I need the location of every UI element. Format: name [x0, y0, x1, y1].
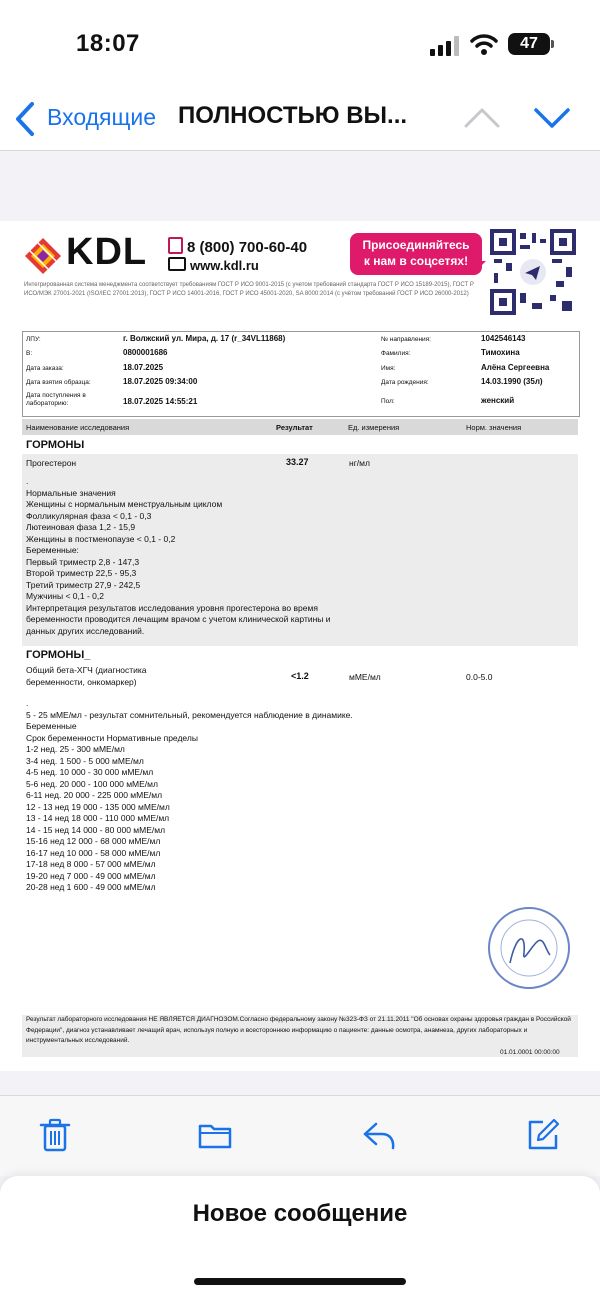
lab-date-label: Дата поступления в лабораторию:: [26, 392, 86, 407]
social-banner: [350, 233, 482, 275]
test-name-progesterone: Прогестерон: [26, 458, 77, 468]
social-banner-line2: к нам в соцсетях!: [363, 254, 469, 268]
test-norm-hcg: 0.0-5.0: [466, 672, 493, 682]
col-result-header: Результат: [276, 423, 313, 432]
patient-info-table: [22, 331, 580, 417]
back-to-inbox-button[interactable]: Входящие: [47, 104, 157, 130]
mail-nav-bar: [0, 90, 600, 150]
home-indicator[interactable]: [194, 1278, 406, 1285]
disclaimer-footer: Результат лабораторного исследования НЕ ЯВЛЯЕТСЯ ДИАГНОЗОМ.Согласно федеральному закону №323-ФЗ от 21.11.2011 "Об основах охраны здоровья граждан в Российской Федерации", диагноз устанавливает лечащий врач, используя полную и всестороннюю информацию о пациенте: данные осмотра, анамнеза, других лабораторных и инструментальных исследований.: [22, 1015, 578, 1057]
chevron-left-icon[interactable]: [12, 100, 38, 138]
wifi-icon: [470, 33, 498, 57]
phone-icon: [168, 237, 183, 254]
test-result-progesterone: 33.27: [286, 457, 309, 467]
kdl-logo-icon: [24, 237, 62, 275]
chevron-up-icon[interactable]: [462, 100, 502, 136]
compose-icon[interactable]: [526, 1118, 560, 1152]
results-table-header: [22, 419, 578, 435]
section-title-hormones: ГОРМОНЫ: [26, 439, 85, 451]
surname-value: Тимохина: [481, 348, 520, 357]
lab-date-value: 18.07.2025 14:55:21: [123, 397, 198, 406]
surname-label: Фамилия:: [381, 350, 411, 357]
battery-indicator: 47: [508, 33, 550, 55]
lpu-value: г. Волжский ул. Мира, д. 17 (r_34VL11868): [123, 334, 286, 343]
sample-date-label: Дата взятия образца:: [26, 379, 91, 386]
lab-phone-number: 8 (800) 700-60-40: [187, 239, 308, 256]
battery-cap: [551, 40, 554, 48]
birth-label: Дата рождения:: [381, 379, 429, 386]
lab-website-url: www.kdl.ru: [190, 258, 259, 273]
test-result-hcg: <1.2: [291, 671, 309, 681]
signal-icon: [430, 36, 460, 56]
col-name-header: Наименование исследования: [26, 423, 130, 432]
new-message-title[interactable]: Новое сообщение: [192, 1200, 408, 1227]
sex-label: Пол:: [381, 398, 395, 405]
lab-phone: [168, 237, 307, 256]
order-date-label: Дата заказа:: [26, 365, 64, 372]
v-label: В:: [26, 350, 33, 357]
birth-value: 14.03.1990 (35л): [481, 377, 543, 386]
qr-code-icon: [490, 229, 576, 315]
lpu-label: ЛПУ:: [26, 336, 41, 343]
sex-value: женский: [481, 396, 515, 405]
v-value: 0800001686: [123, 348, 168, 357]
chevron-down-icon[interactable]: [532, 100, 572, 136]
certification-text: Интегрированная система менеджмента соответствует требованиям ГОСТ Р ИСО 9001-2015 (с учетом требований стандарта ГОСТ Р ИСО 15189-2015), ГОСТ Р ИСО/МЭК 27001-2021 (ISO/IEC 27001:2013), ГОСТ Р ИСО 14001-2016, ГОСТ Р ИСО 45001-2020, SA 8000:2014 (с учётом требований ГОСТ Р ИСО 26000-2012): [24, 282, 474, 297]
mail-toolbar: [0, 1095, 600, 1176]
status-time: 18:07: [76, 30, 140, 57]
new-message-sheet[interactable]: [0, 1176, 600, 1300]
test-unit-progesterone: нг/мл: [349, 458, 370, 468]
test-name-hcg-line2: беременности, онкомаркер): [26, 677, 137, 687]
folder-icon[interactable]: [198, 1118, 232, 1152]
trash-icon[interactable]: [38, 1118, 72, 1152]
name-label: Имя:: [381, 365, 396, 372]
progesterone-reference-note: . Нормальные значения Женщины с нормальным менструальным циклом Фолликулярная фаза < 0,1 - 0,3 Лютеиновая фаза 1,2 - 15,9 Женщины в постменопаузе < 0,1 - 0,2 Беременные: Первый триместр 2,8 - 147,3 Второй триместр 22,5 - 95,3 Третий триместр 27,9 - 242,5 Мужчины < 0,1 - 0,2 Интерпретация результатов исследования уровня прогестерона во время беременности проводится лечащим врачом с учетом клинической картины и данных других исследований.: [26, 476, 331, 636]
lab-website: [168, 257, 259, 273]
col-norm-header: Норм. значения: [466, 423, 522, 432]
order-date-value: 18.07.2025: [123, 363, 164, 372]
kdl-logo-text: KDL: [66, 231, 148, 273]
monitor-icon: [168, 257, 186, 271]
reply-icon[interactable]: [362, 1118, 396, 1152]
referral-label: № направления:: [381, 336, 431, 343]
social-banner-tail: [476, 261, 486, 271]
footer-date: 01.01.0001 00:00:00: [500, 1049, 560, 1056]
lab-stamp-icon: [486, 905, 572, 991]
section-title-hormones-2: ГОРМОНЫ_: [26, 649, 91, 661]
name-value: Алёна Сергеевна: [481, 363, 550, 372]
test-name-hcg-line1: Общий бета-ХГЧ (диагностика: [26, 665, 147, 675]
message-bottom-area: [0, 1071, 600, 1095]
hcg-reference-note: . 5 - 25 мМЕ/мл - результат сомнительный, рекомендуется наблюдение в динамике. Беременные Срок беременности Нормативные пределы 1-2 нед. 25 - 300 мМЕ/мл 3-4 нед. 1 500 - 5 000 мМЕ/мл 4-5 нед. 10 000 - 30 000 мМЕ/мл 5-6 нед. 20 000 - 100 000 мМЕ/мл 6-11 нед. 20 000 - 225 000 мМЕ/мл 12 - 13 нед 19 000 - 135 000 мМЕ/мл 13 - 14 нед 18 000 - 110 000 мМЕ/мл 14 - 15 нед 14 000 - 80 000 мМЕ/мл 15-16 нед 12 000 - 68 000 мМЕ/мл 16-17 нед 10 000 - 58 000 мМЕ/мл 17-18 нед 8 000 - 57 000 мМЕ/мл 19-20 нед 7 000 - 49 000 мМЕ/мл 20-28 нед 1 600 - 49 000 мМЕ/мл: [26, 698, 353, 892]
col-unit-header: Ед. измерения: [348, 423, 400, 432]
status-bar: [0, 0, 600, 90]
message-header-area: [0, 150, 600, 221]
referral-value: 1042546143: [481, 334, 526, 343]
sample-date-value: 18.07.2025 09:34:00: [123, 377, 198, 386]
social-banner-line1: Присоединяйтесь: [362, 238, 470, 252]
attachment-document[interactable]: [0, 221, 600, 1071]
test-unit-hcg: мМЕ/мл: [349, 672, 381, 682]
message-subject: ПОЛНОСТЬЮ ВЫ...: [178, 102, 408, 129]
